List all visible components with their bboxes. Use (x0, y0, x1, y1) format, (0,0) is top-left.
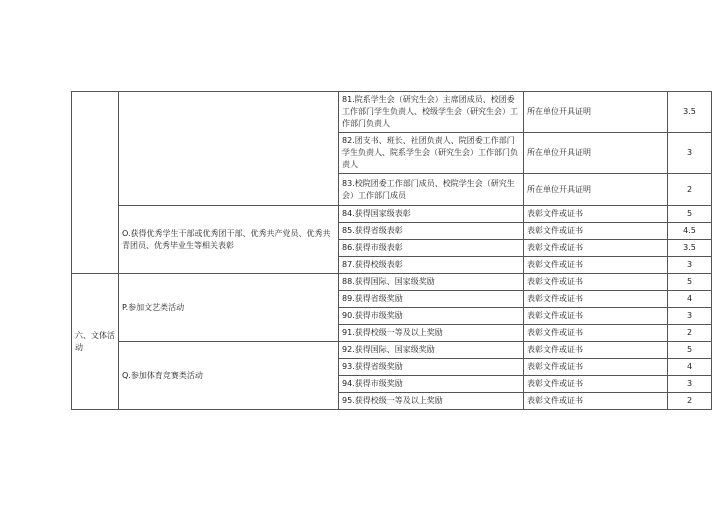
requirement-cell: 表彰文件或证书 (524, 393, 668, 410)
item-cell: 87.获得校级表彰 (339, 257, 524, 274)
category-q-cell: Q.参加体育竞赛类活动 (119, 342, 339, 410)
requirement-cell: 表彰文件或证书 (524, 240, 668, 257)
score-cell: 5 (668, 206, 712, 223)
item-cell: 85.获得省级表彰 (339, 223, 524, 240)
item-cell: 93.获得省级奖励 (339, 359, 524, 376)
requirement-cell: 所在单位开具证明 (524, 174, 668, 206)
score-cell: 4 (668, 359, 712, 376)
item-cell: 83.校院团委工作部门成员、校院学生会（研究生会）工作部门成员 (339, 174, 524, 206)
requirement-cell: 所在单位开具证明 (524, 92, 668, 133)
category-p-cell: P.参加文艺类活动 (119, 274, 339, 342)
table-row (72, 206, 712, 223)
score-cell: 3 (668, 257, 712, 274)
table-row (72, 274, 712, 291)
score-cell: 5 (668, 274, 712, 291)
score-cell: 3 (668, 133, 712, 174)
score-cell: 2 (668, 325, 712, 342)
item-cell: 91.获得校级一等及以上奖励 (339, 325, 524, 342)
requirement-cell: 表彰文件或证书 (524, 274, 668, 291)
score-cell: 3.5 (668, 240, 712, 257)
item-cell: 89.获得省级奖励 (339, 291, 524, 308)
requirement-cell: 表彰文件或证书 (524, 376, 668, 393)
requirement-cell: 表彰文件或证书 (524, 291, 668, 308)
requirement-cell: 表彰文件或证书 (524, 206, 668, 223)
score-table (71, 91, 712, 410)
item-cell: 84.获得国家级表彰 (339, 206, 524, 223)
item-cell: 82.团支书、班长、社团负责人、院团委工作部门学生负责人、院系学生会（研究生会）工作部门负责人 (339, 133, 524, 174)
category-o-cell: O.获得优秀学生干部或优秀团干部、优秀共产党员、优秀共青团员、优秀毕业生等相关表彰 (119, 206, 339, 274)
table-row (72, 342, 712, 359)
requirement-cell: 表彰文件或证书 (524, 342, 668, 359)
item-cell: 92.获得国际、国家级奖励 (339, 342, 524, 359)
score-cell: 2 (668, 174, 712, 206)
item-cell: 95.获得校级一等及以上奖励 (339, 393, 524, 410)
category-cell-blank (119, 92, 339, 206)
score-cell: 3.5 (668, 92, 712, 133)
item-cell: 94.获得市级奖励 (339, 376, 524, 393)
section-cell-blank (72, 92, 119, 274)
requirement-cell: 表彰文件或证书 (524, 308, 668, 325)
score-cell: 5 (668, 342, 712, 359)
requirement-cell: 表彰文件或证书 (524, 257, 668, 274)
score-cell: 2 (668, 393, 712, 410)
requirement-cell: 所在单位开具证明 (524, 133, 668, 174)
score-cell: 3 (668, 376, 712, 393)
requirement-cell: 表彰文件或证书 (524, 359, 668, 376)
score-cell: 4 (668, 291, 712, 308)
item-cell: 81.院系学生会（研究生会）主席团成员、校团委工作部门学生负责人、校级学生会（研究生会）工作部门负责人 (339, 92, 524, 133)
score-cell: 3 (668, 308, 712, 325)
item-cell: 86.获得市级表彰 (339, 240, 524, 257)
table-row (72, 92, 712, 133)
section-six-cell: 六、文体活动 (72, 274, 119, 410)
requirement-cell: 表彰文件或证书 (524, 223, 668, 240)
item-cell: 88.获得国际、国家级奖励 (339, 274, 524, 291)
score-cell: 4.5 (668, 223, 712, 240)
item-cell: 90.获得市级奖励 (339, 308, 524, 325)
requirement-cell: 表彰文件或证书 (524, 325, 668, 342)
